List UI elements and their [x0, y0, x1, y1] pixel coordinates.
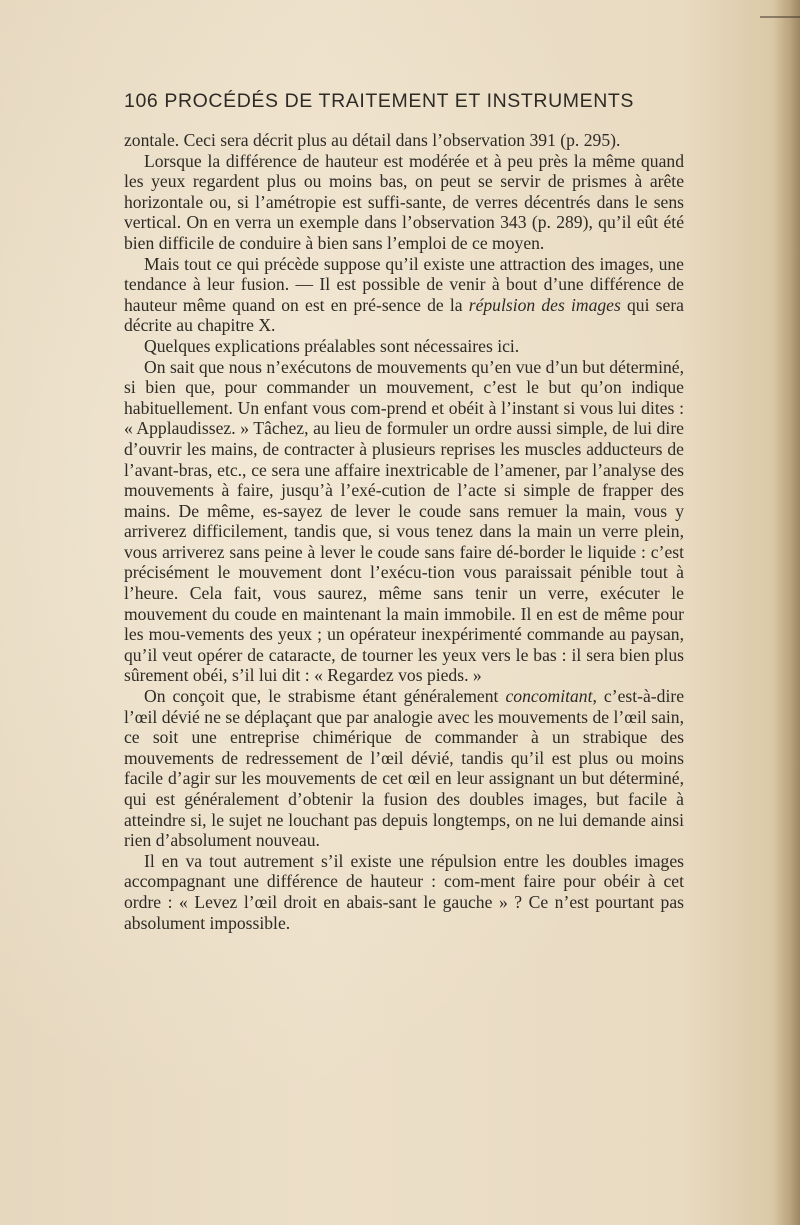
text-run: zontale. Ceci sera décrit plus au détail dans l’observation 391 (p. 295).	[124, 130, 621, 150]
text-run: qui sera décrite au chapitre X.	[124, 294, 684, 336]
italic-phrase: concomitant	[505, 686, 593, 707]
paragraph	[124, 151, 684, 254]
paragraph	[124, 254, 684, 336]
text-run: Quelques explications préalables sont nécessaires ici.	[144, 335, 520, 356]
text-run: On conçoit que, le strabisme étant généralement	[144, 686, 506, 707]
text-run: Lorsque la différence de hauteur est modérée et à peu près la même quand les yeux regardent plus ou moins bas, on peut se servir de prismes à arête horizontale ou, si l’amétropie est suffi-sante, de verres décentrés dans le sens vertical. On en verra un exemple dans l’observation 343 (p. 289), qu’il eût été bien difficile de conduire à bien sans l’emploi de ce moyen.	[124, 150, 684, 253]
corner-mark	[760, 0, 800, 18]
text-run: On sait que nous n’exécutons de mouvements qu’en vue d’un but déterminé, si bien que, pour commander un mouvement, c’est le but qu’on indique habituellement. Un enfant vous com-prend et obéit à l’instant si vous lui dites : « Applaudissez. » Tâchez, au lieu de formuler un ordre aussi simple, de lui dire d’ouvrir les mains, de contracter à plusieurs reprises les muscles adducteurs de l’avant-bras, etc., ce sera une affaire inextricable de l’amener, par l’analyse des mouvements à faire, jusqu’à l’exé-cution de l’acte si simple de frapper des mains. De même, es-sayez de lever le coude sans remuer la main, vous y arriverez difficilement, tandis que, si vous tenez dans la main un verre plein, vous arriverez sans peine à lever le coude sans faire dé-border le liquide : c’est précisément le mouvement dont l’exécu-tion vous paraissait pénible tout à l’heure. Cela fait, vous saurez, même sans tenir un verre, exécuter le mouvement du coude en maintenant la main immobile. Il en est de même pour les mou-vements des yeux ; un opérateur inexpérimenté commande au paysan, qu’il veut opérer de cataracte, de tourner les yeux vers le bas : il sera bien plus sûrement obéi, s’il lui dit : « Regardez vos pieds. »	[124, 356, 684, 686]
page-number: 106	[124, 90, 159, 112]
paragraph	[124, 130, 684, 151]
body-text	[124, 130, 684, 933]
page-edge-shadow	[774, 0, 800, 1225]
paragraph	[124, 336, 684, 357]
text-run: Il en va tout autrement s’il existe une répulsion entre les doubles images accompagnant une différence de hauteur : com-ment faire pour obéir à cet ordre : « Levez l’œil droit en abais-sant le gauche » ? Ce n’est pourtant pas absolument impossible.	[124, 850, 684, 933]
running-title: PROCÉDÉS DE TRAITEMENT ET INSTRUMENTS	[164, 90, 635, 112]
paragraph	[124, 357, 684, 687]
running-header	[124, 90, 684, 113]
text-run: Mais tout ce qui précède suppose qu’il existe une attraction des images, une tendance à leur fusion. — Il est possible de venir à bout d’une différence de hauteur même quand on est en pré-sence de la	[124, 253, 684, 315]
italic-phrase: répulsion des images	[468, 294, 621, 315]
text-run: , c’est-à-dire l’œil dévié ne se déplaçant que par analogie avec les mouvements de l’œil sain, ce soit une entreprise chimérique de commander à un strabique des mouvements de redressement de l’œil dévié, tandis qu’il est plus ou moins facile d’agir sur les mouvements de cet œil en leur assignant un but déterminé, qui est généralement d’obtenir la fusion des doubles images, but facile à atteindre si, le sujet ne louchant pas depuis longtemps, on ne lui demande ainsi rien d’absolument nouveau.	[124, 686, 685, 851]
paragraph	[124, 851, 684, 933]
paragraph	[124, 686, 684, 851]
